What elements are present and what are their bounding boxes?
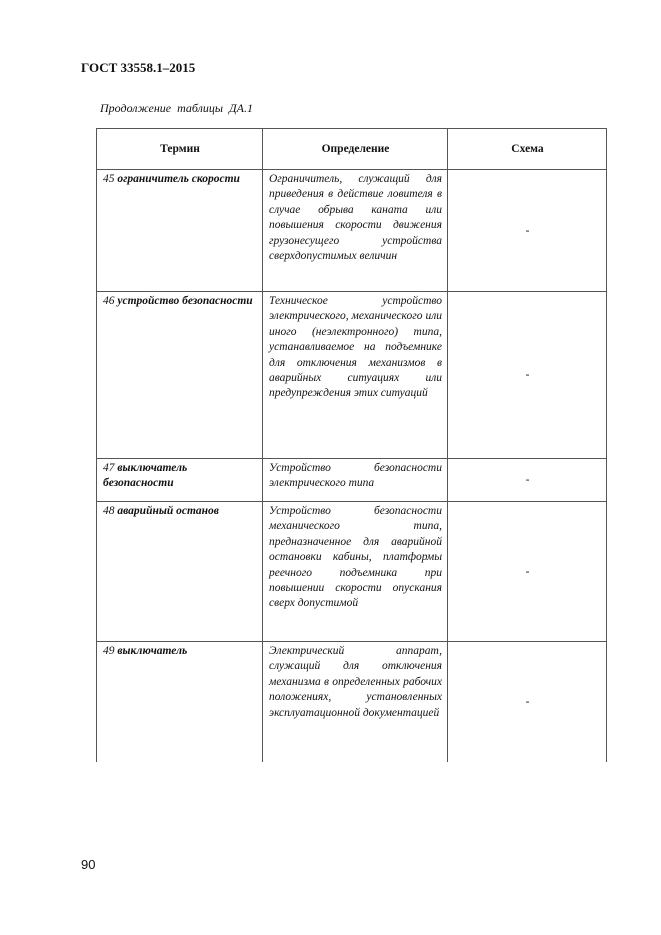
term-cell <box>97 459 263 502</box>
term-name: ограничитель скорости <box>117 173 240 185</box>
term-number: 45 <box>103 173 115 185</box>
definition-cell: Устройство безопасности механического типа, предназначенное для аварийной остановки кабины, платформы реечного подъемника при повышении скорости опускания сверх допустимой <box>263 502 448 642</box>
table-row <box>97 642 607 762</box>
term-name: аварийный останов <box>117 505 219 517</box>
term-cell <box>97 292 263 459</box>
schema-cell: - <box>448 642 607 762</box>
table-row <box>97 170 607 292</box>
definition-cell: Электрический аппарат, служащий для отключения механизма в определенных рабочих положениях, установленных эксплуатационной документацией <box>263 642 448 762</box>
schema-cell: - <box>448 502 607 642</box>
term-name: выключатель безопасности <box>103 462 188 490</box>
definition-cell: Техническое устройство электрического, механического или иного (неэлектронного) типа, устанавливаемое на подъемнике для отключения механизмов в аварийных ситуациях или предупреждения этих ситуаций <box>263 292 448 459</box>
table-row <box>97 292 607 459</box>
table-header-row <box>97 129 607 170</box>
schema-cell: - <box>448 170 607 292</box>
term-cell <box>97 642 263 762</box>
schema-cell: - <box>448 459 607 502</box>
term-cell <box>97 170 263 292</box>
table-row <box>97 502 607 642</box>
term-number: 47 <box>103 462 115 474</box>
term-name: выключатель <box>117 645 188 657</box>
term-number: 46 <box>103 295 115 307</box>
schema-cell: - <box>448 292 607 459</box>
definition-cell: Устройство безопасности электрического типа <box>263 459 448 502</box>
terms-table <box>96 128 607 762</box>
document-title: ГОСТ 33558.1–2015 <box>81 60 196 75</box>
term-cell <box>97 502 263 642</box>
column-header-term: Термин <box>97 129 263 170</box>
definition-cell: Ограничитель, служащий для приведения в действие ловителя в случае обрыва каната или повышения скорости движения грузонесущего устройства сверхдопустимых величин <box>263 170 448 292</box>
page-number: 90 <box>81 857 96 872</box>
term-number: 48 <box>103 505 115 517</box>
column-header-definition: Определение <box>263 129 448 170</box>
table-caption: Продолжение таблицы ДА.1 <box>100 101 253 115</box>
table-row <box>97 459 607 502</box>
term-name: устройство безопасности <box>117 295 253 307</box>
term-number: 49 <box>103 645 115 657</box>
column-header-schema: Схема <box>448 129 607 170</box>
